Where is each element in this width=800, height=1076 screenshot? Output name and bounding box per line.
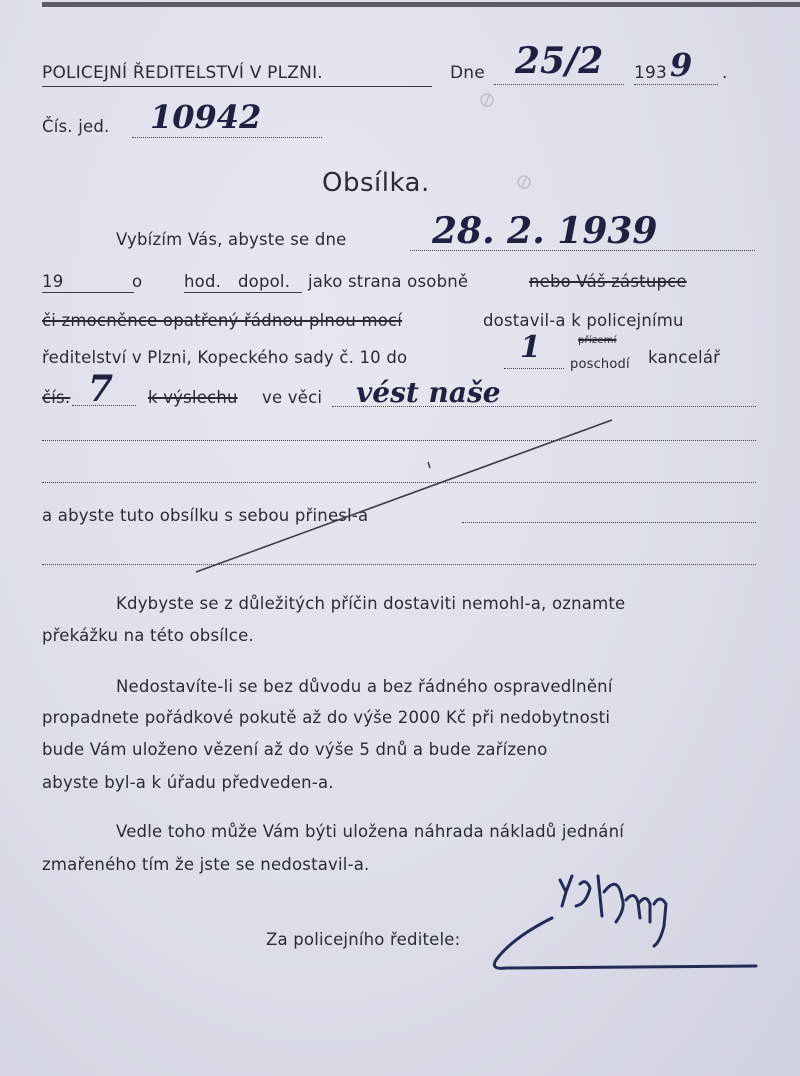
appointment-date-handwritten: 28. 2. 1939	[432, 210, 658, 252]
date-handwritten: 25/2	[515, 40, 604, 82]
para1-line2: překážku na této obsílce.	[42, 626, 254, 645]
room-number-label: čís.	[42, 388, 71, 407]
struck-power-of-attorney-text: či zmocněnce opatřený řádnou plnou mocí	[42, 311, 403, 330]
room-number-handwritten: 7	[88, 368, 114, 410]
matter-label: ve věci	[262, 388, 323, 407]
faint-stamp-2: ⊘	[511, 167, 538, 198]
cross-out-stroke	[196, 420, 612, 572]
para3-line2: zmařeného tím že jste se nedostavil-a.	[42, 855, 370, 874]
office-name: POLICEJNÍ ŘEDITELSTVÍ V PLZNI.	[42, 63, 323, 83]
year-19-label: 19	[42, 272, 64, 291]
year-digit-handwritten: 9	[670, 46, 693, 84]
matter-handwritten: vést naše	[356, 376, 501, 409]
para2-line4: abyste byl-a k úřadu předveden-a.	[42, 773, 334, 792]
struck-hearing-text: k výslechu	[148, 388, 238, 407]
office-room-label: kancelář	[648, 348, 721, 367]
summons-text-line3: dostavil-a k policejnímu	[483, 311, 684, 330]
signature-label: Za policejního ředitele:	[266, 930, 461, 949]
year-prefix: 193	[634, 63, 668, 83]
document-title: Obsílka.	[322, 168, 430, 198]
hod-label: hod.	[184, 272, 222, 291]
para1-line1: Kdybyste se z důležitých příčin dostaviti nemohl-a, oznamte	[116, 594, 626, 613]
ref-label: Čís. jed.	[42, 117, 110, 136]
para2-line1: Nedostavíte-li se bez důvodu a bez řádného ospravedlnění	[116, 677, 613, 696]
dopol-label: dopol.	[238, 272, 291, 291]
signature-underline	[494, 918, 756, 968]
signature-stroke	[560, 876, 666, 946]
summons-text-line1: Vybízím Vás, abyste se dne	[116, 230, 347, 249]
hour-o-label: o	[132, 272, 143, 291]
para2-line2: propadnete pořádkové pokutě až do výše 2000 Kč při nedobytnosti	[42, 708, 611, 727]
struck-representative-text: nebo Váš zástupce	[529, 272, 687, 291]
para2-line3: bude Vám uloženo vězení až do výše 5 dnů a bude zařízeno	[42, 740, 548, 759]
ref-handwritten: 10942	[150, 98, 262, 136]
struck-ground-floor: přízemí	[578, 335, 617, 346]
date-label: Dne	[450, 63, 485, 83]
summons-text-line4: ředitelství v Plzni, Kopeckého sady č. 10 do	[42, 348, 408, 367]
summons-text-line2: jako strana osobně	[308, 272, 469, 291]
year-period: .	[722, 63, 728, 83]
floor-label: poschodí	[570, 357, 630, 372]
para3-line1: Vedle toho může Vám býti uložena náhrada nákladů jednání	[116, 822, 625, 841]
ink-tick	[428, 462, 430, 468]
floor-handwritten: 1	[520, 330, 541, 365]
faint-stamp: ⊘	[474, 85, 501, 116]
bring-summons-text: a abyste tuto obsílku s sebou přinesl-a	[42, 506, 369, 525]
